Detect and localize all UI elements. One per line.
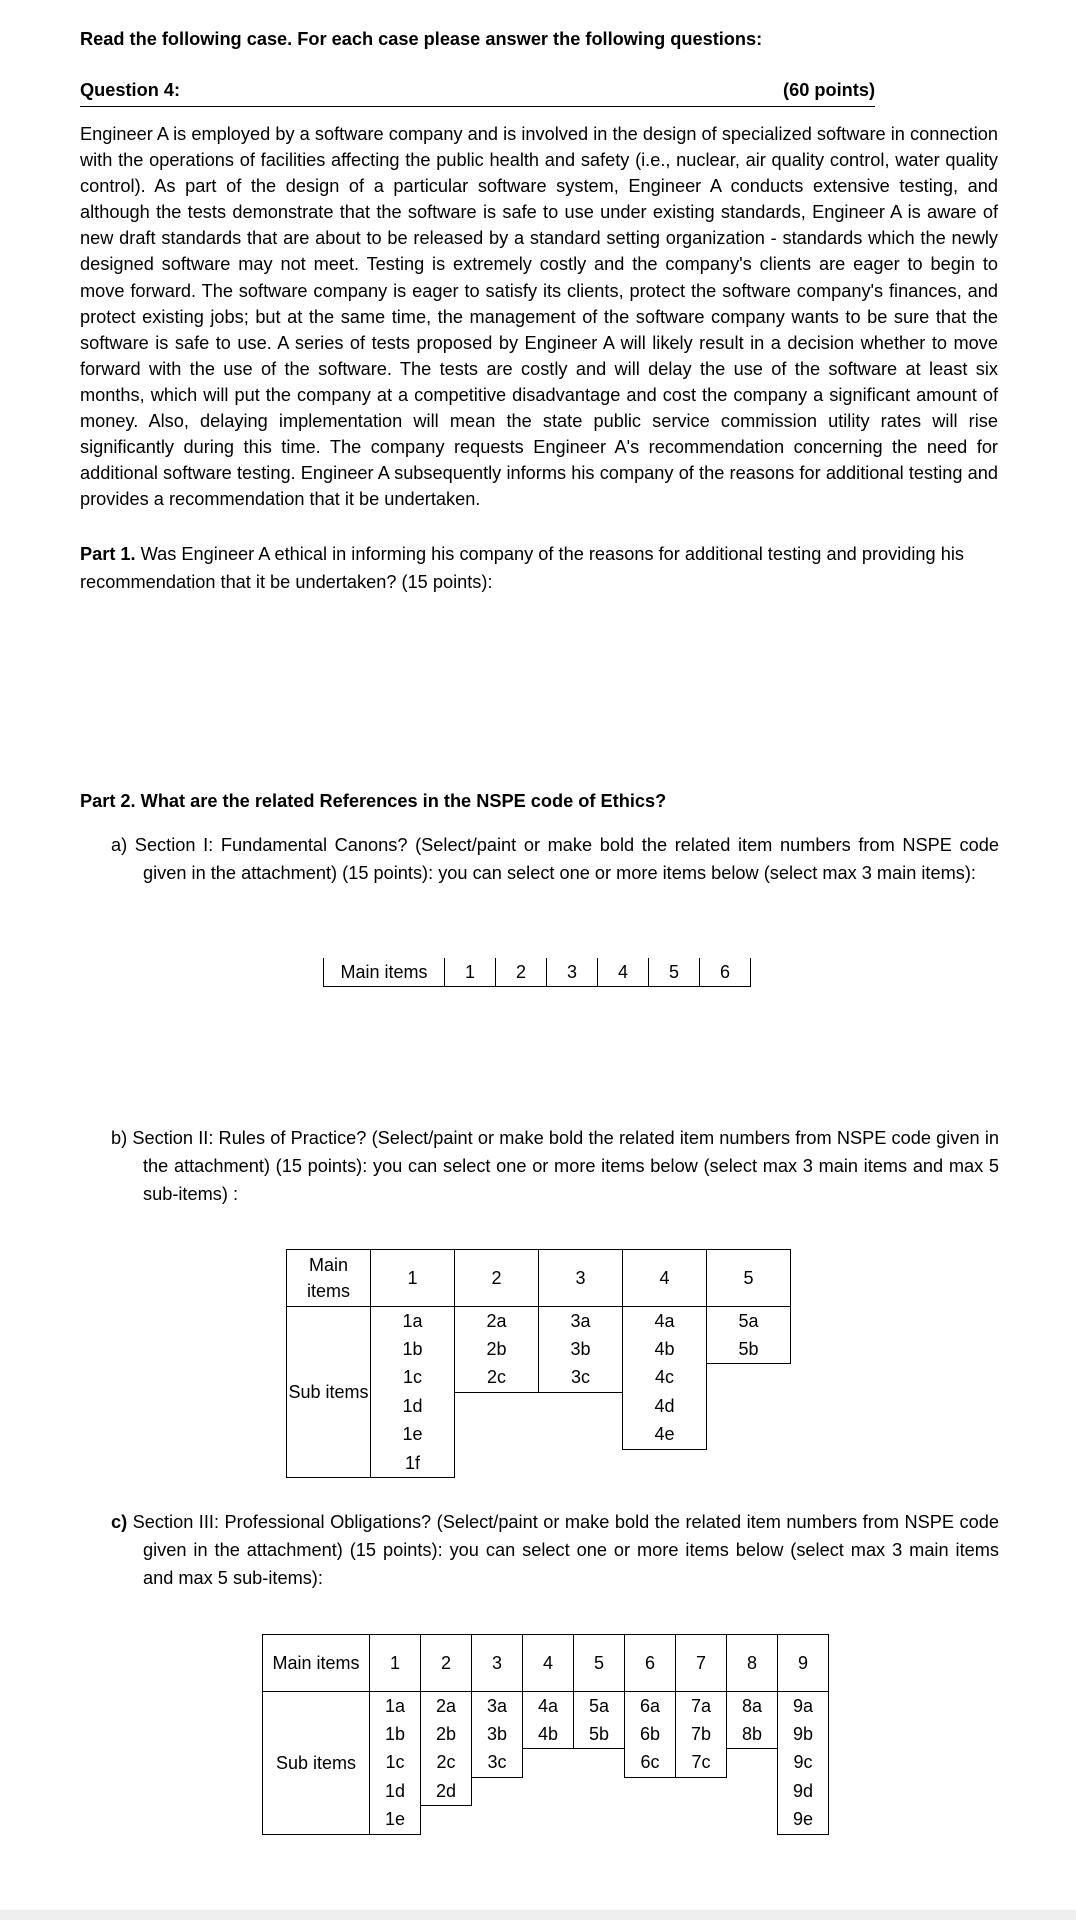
- rules-main-items-header: Main items: [287, 1250, 371, 1307]
- obligations-main-7[interactable]: 7: [676, 1635, 727, 1692]
- canon-item-1[interactable]: 1: [445, 958, 496, 987]
- obligations-main-1[interactable]: 1: [370, 1635, 421, 1692]
- empty-cell: [539, 1421, 623, 1450]
- obligations-sub-9e[interactable]: 9e: [778, 1806, 829, 1835]
- empty-cell: [455, 1449, 539, 1478]
- empty-cell: [727, 1806, 778, 1835]
- rules-sub-5b[interactable]: 5b: [707, 1335, 791, 1364]
- canon-item-4[interactable]: 4: [598, 958, 649, 987]
- rules-of-practice-table: [286, 1249, 791, 1478]
- page-footer-strip: [0, 1910, 1076, 1920]
- section-b-text: b) Section II: Rules of Practice? (Select/paint or make bold the related item numbers from NSPE code given in the attachment) (15 points): you can select one or more items below (select max 3 main items and max 5 sub-items) :: [111, 1128, 999, 1204]
- empty-cell: [574, 1749, 625, 1778]
- section-c-paragraph: [111, 1508, 999, 1592]
- case-description: Engineer A is employed by a software company and is involved in the design of specialized software in connection with the operations of facilities affecting the public health and safety (i.e., nuclear, air quality control, water quality control). As part of the design of a particular software system, Engineer A conducts extensive testing, and although the tests demonstrate that the software is safe to use under existing standards, Engineer A is aware of new draft standards that are about to be released by a standard setting organization - standards which the newly designed software may not meet. Testing is extremely costly and the company's clients are eager to begin to move forward. The software company is eager to satisfy its clients, protect the software company's finances, and protect existing jobs; but at the same time, the management of the software company wants to be sure that the software is safe to use. A series of tests proposed by Engineer A will likely result in a decision whether to move forward with the use of the software. The tests are costly and will delay the use of the software at least six months, which will put the company at a competitive disadvantage and cost the company a significant amount of money. Also, delaying implementation will mean the state public service commission utility rates will rise significantly during this time. The company requests Engineer A's recommendation concerning the need for additional software testing. Engineer A subsequently informs his company of the reasons for additional testing and provides a recommendation that it be undertaken.: [80, 124, 998, 510]
- section-a-prompt: [111, 831, 999, 887]
- obligations-sub-4a[interactable]: 4a: [523, 1692, 574, 1721]
- instructions-header: Read the following case. For each case please answer the following questions:: [80, 29, 763, 49]
- obligations-sub-1b[interactable]: 1b: [370, 1720, 421, 1749]
- rules-main-2[interactable]: 2: [455, 1250, 539, 1307]
- obligations-sub-4b[interactable]: 4b: [523, 1720, 574, 1749]
- rules-sub-1d[interactable]: 1d: [371, 1392, 455, 1421]
- empty-cell: [574, 1806, 625, 1835]
- obligations-main-9[interactable]: 9: [778, 1635, 829, 1692]
- empty-cell: [523, 1777, 574, 1806]
- obligations-main-items-header: Main items: [263, 1635, 370, 1692]
- rules-sub-1c[interactable]: 1c: [371, 1364, 455, 1393]
- rules-main-3[interactable]: 3: [539, 1250, 623, 1307]
- question-heading: [80, 80, 875, 107]
- obligations-sub-8a[interactable]: 8a: [727, 1692, 778, 1721]
- obligations-sub-6b[interactable]: 6b: [625, 1720, 676, 1749]
- rules-sub-2a[interactable]: 2a: [455, 1307, 539, 1336]
- obligations-sub-7b[interactable]: 7b: [676, 1720, 727, 1749]
- obligations-sub-1c[interactable]: 1c: [370, 1749, 421, 1778]
- rules-sub-1a[interactable]: 1a: [371, 1307, 455, 1336]
- canon-item-3[interactable]: 3: [547, 958, 598, 987]
- canons-table: [323, 958, 751, 987]
- empty-cell: [539, 1392, 623, 1421]
- empty-cell: [523, 1806, 574, 1835]
- empty-cell: [523, 1749, 574, 1778]
- obligations-sub-3b[interactable]: 3b: [472, 1720, 523, 1749]
- obligations-sub-items-header: Sub items: [263, 1692, 370, 1835]
- question-points: (60 points): [783, 80, 875, 100]
- empty-cell: [707, 1364, 791, 1393]
- canon-item-2[interactable]: 2: [496, 958, 547, 987]
- obligations-sub-2a[interactable]: 2a: [421, 1692, 472, 1721]
- rules-sub-2b[interactable]: 2b: [455, 1335, 539, 1364]
- obligations-sub-8b[interactable]: 8b: [727, 1720, 778, 1749]
- obligations-sub-1d[interactable]: 1d: [370, 1777, 421, 1806]
- obligations-sub-1e[interactable]: 1e: [370, 1806, 421, 1835]
- obligations-main-6[interactable]: 6: [625, 1635, 676, 1692]
- obligations-sub-2c[interactable]: 2c: [421, 1749, 472, 1778]
- empty-cell: [707, 1449, 791, 1478]
- empty-cell: [625, 1806, 676, 1835]
- professional-obligations-table: [262, 1634, 829, 1835]
- obligations-sub-5a[interactable]: 5a: [574, 1692, 625, 1721]
- obligations-sub-1a[interactable]: 1a: [370, 1692, 421, 1721]
- obligations-sub-3a[interactable]: 3a: [472, 1692, 523, 1721]
- obligations-sub-7a[interactable]: 7a: [676, 1692, 727, 1721]
- obligations-sub-9c[interactable]: 9c: [778, 1749, 829, 1778]
- part1-text: Was Engineer A ethical in informing his company of the reasons for additional testing and providing his recommendation that it be undertaken? (15 points):: [80, 544, 964, 592]
- empty-cell: [707, 1421, 791, 1450]
- part2-title: Part 2. What are the related References in the NSPE code of Ethics?: [80, 791, 667, 811]
- section-b-prompt: [111, 1124, 999, 1208]
- section-c-label: c): [111, 1512, 128, 1532]
- obligations-sub-9d[interactable]: 9d: [778, 1777, 829, 1806]
- empty-cell: [676, 1777, 727, 1806]
- obligations-sub-9b[interactable]: 9b: [778, 1720, 829, 1749]
- empty-cell: [455, 1392, 539, 1421]
- section-c-text: Section III: Professional Obligations? (Select/paint or make bold the related item numbers from NSPE code given in the attachment) (15 points): you can select one or more items below (select max 3 main items and max 5 sub-items):: [132, 1512, 999, 1588]
- empty-cell: [574, 1777, 625, 1806]
- rules-sub-3a[interactable]: 3a: [539, 1307, 623, 1336]
- obligations-sub-9a[interactable]: 9a: [778, 1692, 829, 1721]
- section-c-prompt: [111, 1508, 999, 1592]
- rules-main-5[interactable]: 5: [707, 1250, 791, 1307]
- empty-cell: [623, 1449, 707, 1478]
- rules-sub-items-header: Sub items: [287, 1307, 371, 1478]
- empty-cell: [539, 1449, 623, 1478]
- canon-item-5[interactable]: 5: [649, 958, 700, 987]
- empty-cell: [472, 1806, 523, 1835]
- empty-cell: [727, 1749, 778, 1778]
- rules-sub-2c[interactable]: 2c: [455, 1364, 539, 1393]
- obligations-main-5[interactable]: 5: [574, 1635, 625, 1692]
- empty-cell: [472, 1777, 523, 1806]
- rules-sub-4e[interactable]: 4e: [623, 1421, 707, 1450]
- rules-sub-4b[interactable]: 4b: [623, 1335, 707, 1364]
- part1-question: [80, 540, 998, 596]
- rules-sub-1e[interactable]: 1e: [371, 1421, 455, 1450]
- section-a-text: a) Section I: Fundamental Canons? (Select/paint or make bold the related item numbers from NSPE code given in the attachment) (15 points): you can select one or more items below (select max 3 main items):: [111, 835, 999, 883]
- empty-cell: [676, 1806, 727, 1835]
- part1-label: Part 1.: [80, 544, 136, 564]
- empty-cell: [727, 1777, 778, 1806]
- obligations-sub-5b[interactable]: 5b: [574, 1720, 625, 1749]
- obligations-sub-2d[interactable]: 2d: [421, 1777, 472, 1806]
- rules-sub-4d[interactable]: 4d: [623, 1392, 707, 1421]
- rules-sub-1f[interactable]: 1f: [371, 1449, 455, 1478]
- empty-cell: [455, 1421, 539, 1450]
- rules-sub-3b[interactable]: 3b: [539, 1335, 623, 1364]
- rules-sub-4c[interactable]: 4c: [623, 1364, 707, 1393]
- obligations-sub-2b[interactable]: 2b: [421, 1720, 472, 1749]
- obligations-main-4[interactable]: 4: [523, 1635, 574, 1692]
- obligations-sub-7c[interactable]: 7c: [676, 1749, 727, 1778]
- question-label: Question 4:: [80, 80, 181, 100]
- obligations-main-2[interactable]: 2: [421, 1635, 472, 1692]
- rules-main-4[interactable]: 4: [623, 1250, 707, 1307]
- rules-sub-5a[interactable]: 5a: [707, 1307, 791, 1336]
- empty-cell: [421, 1806, 472, 1835]
- empty-cell: [707, 1392, 791, 1421]
- rules-sub-1b[interactable]: 1b: [371, 1335, 455, 1364]
- rules-sub-3c[interactable]: 3c: [539, 1364, 623, 1393]
- canons-main-items-header: Main items: [324, 958, 445, 987]
- obligations-sub-6c[interactable]: 6c: [625, 1749, 676, 1778]
- obligations-main-8[interactable]: 8: [727, 1635, 778, 1692]
- canon-item-6[interactable]: 6: [700, 958, 751, 987]
- obligations-main-3[interactable]: 3: [472, 1635, 523, 1692]
- rules-sub-4a[interactable]: 4a: [623, 1307, 707, 1336]
- obligations-sub-6a[interactable]: 6a: [625, 1692, 676, 1721]
- empty-cell: [625, 1777, 676, 1806]
- obligations-sub-3c[interactable]: 3c: [472, 1749, 523, 1778]
- rules-main-1[interactable]: 1: [371, 1250, 455, 1307]
